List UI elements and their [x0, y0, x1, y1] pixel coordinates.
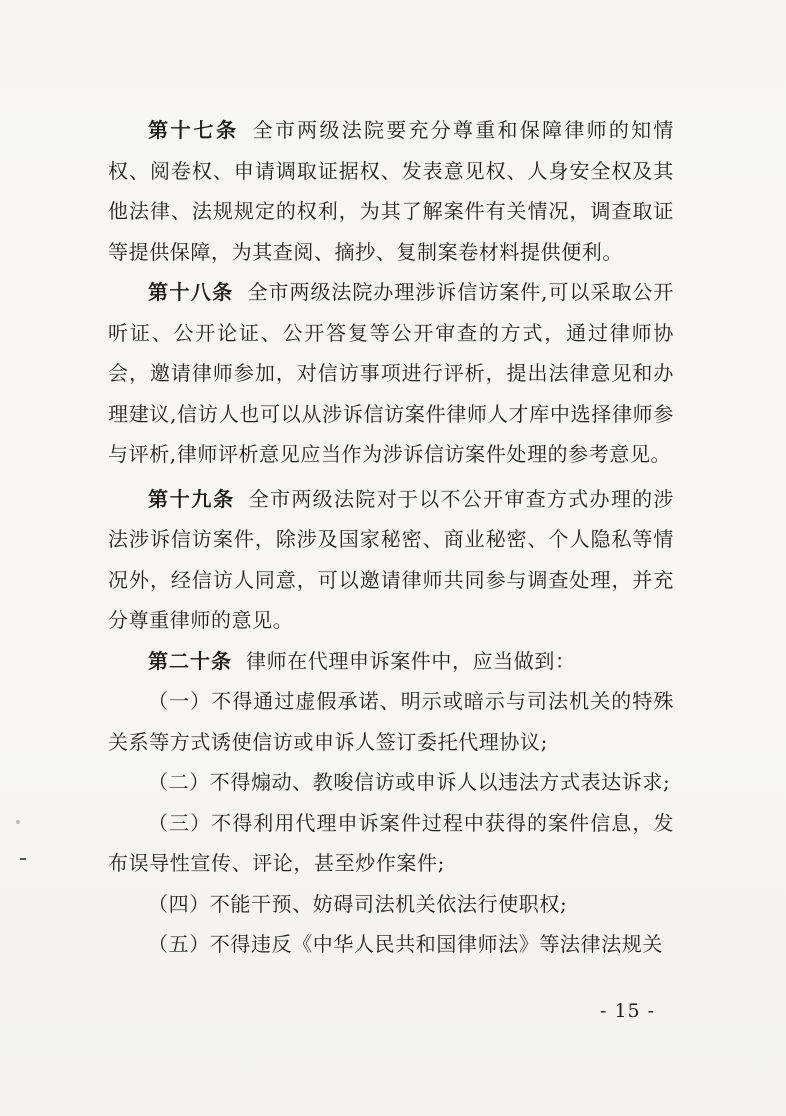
list-item: （三）不得利用代理申诉案件过程中获得的案件信息，发布误导性宣传、评论，甚至炒作案件; — [108, 810, 674, 875]
article-17 — [108, 110, 674, 272]
article-20 — [108, 641, 674, 682]
article-heading: 第二十条 — [148, 648, 232, 673]
article-19 — [108, 479, 674, 641]
list-item: （二）不得煽动、教唆信访或申诉人以违法方式表达诉求; — [148, 770, 671, 794]
article-heading: 第十八条 — [148, 280, 234, 304]
article-heading: 第十七条 — [148, 118, 239, 142]
scan-artifact — [16, 820, 20, 824]
page-number: - 15 - — [600, 1000, 656, 1022]
article-heading: 第十九条 — [148, 486, 235, 511]
article-text: 全市两级法院办理涉诉信访案件,可以采取公开听证、公开论证、公开答复等公开审查的方式，通过律师协会，邀请律师参加，对信访事项进行评析，提出法律意见和办理建议,信访人也可以从涉诉信访案件律师人才库中选择律师参与评析,律师评析意见应当作为涉诉信访案件处理的参考意见。 — [108, 280, 674, 466]
article-text: 律师在代理申诉案件中，应当做到： — [246, 648, 576, 673]
document-body — [108, 110, 674, 965]
scan-artifact — [20, 858, 26, 860]
list-item: （四）不能干预、妨碍司法机关依法行使职权; — [148, 891, 568, 916]
article-text: 全市两级法院要充分尊重和保障律师的知情权、阅卷权、申请调取证据权、发表意见权、人身安全权及其他法律、法规规定的权利，为其了解案件有关情况，调查取证等提供保障，为其查阅、摘抄、复制案卷材料提供便利。 — [108, 118, 674, 264]
article-18 — [108, 272, 674, 475]
article-text: 全市两级法院对于以不公开审查方式办理的涉法涉诉信访案件，除涉及国家秘密、商业秘密、个人隐私等情况外，经信访人同意，可以邀请律师共同参与调查处理，并充分尊重律师的意见。 — [108, 486, 675, 632]
list-item: （五）不得违反《中华人民共和国律师法》等法律法规关 — [148, 932, 663, 956]
list-item: （一）不得通过虚假承诺、明示或暗示与司法机关的特殊关系等方式诱使信访或申诉人签订委托代理协议; — [108, 689, 674, 754]
